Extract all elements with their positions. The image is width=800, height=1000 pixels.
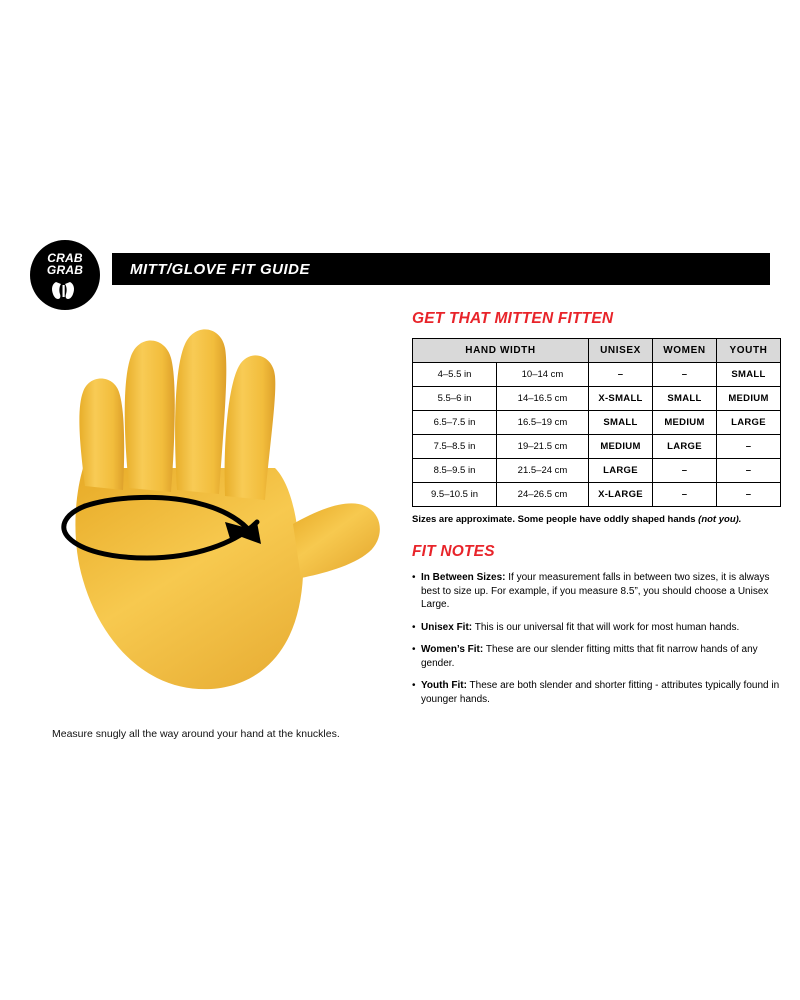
cell-women: MEDIUM xyxy=(653,411,717,435)
bullet-icon: • xyxy=(412,644,416,655)
cell-unisex: – xyxy=(589,363,653,387)
cell-width-in: 9.5–10.5 in xyxy=(413,483,497,507)
cell-width-cm: 10–14 cm xyxy=(497,363,589,387)
hand-caption: Measure snugly all the way around your hand at the knuckles. xyxy=(52,728,340,740)
fit-note-title: Unisex Fit: xyxy=(421,621,473,633)
table-row xyxy=(413,411,781,435)
crab-claw-icon xyxy=(50,281,80,301)
column-header-unisex: UNISEX xyxy=(589,339,653,363)
cell-width-in: 5.5–6 in xyxy=(413,387,497,411)
cell-unisex: X-SMALL xyxy=(589,387,653,411)
fit-notes-section xyxy=(412,543,780,706)
table-row xyxy=(413,387,781,411)
fit-note-in-between-sizes xyxy=(412,571,780,612)
cell-women: SMALL xyxy=(653,387,717,411)
size-table xyxy=(412,338,781,507)
page-title: MITT/GLOVE FIT GUIDE xyxy=(130,261,310,278)
cell-width-in: 4–5.5 in xyxy=(413,363,497,387)
cell-women: – xyxy=(653,459,717,483)
fit-note-title: In Between Sizes: xyxy=(421,572,506,583)
crab-grab-logo xyxy=(30,240,100,310)
cell-unisex: LARGE xyxy=(589,459,653,483)
column-header-hand-width: HAND WIDTH xyxy=(413,339,589,363)
fit-note-text: These are our slender fitting mitts that fit narrow hands of any gender. xyxy=(421,644,758,669)
column-header-youth: YOUTH xyxy=(717,339,781,363)
fit-note-text: This is our universal fit that will work for most human hands. xyxy=(472,621,740,633)
hand-diagram xyxy=(25,300,395,720)
fit-note-title: Youth Fit: xyxy=(421,680,467,691)
cell-unisex: MEDIUM xyxy=(589,435,653,459)
bullet-icon: • xyxy=(412,621,416,633)
cell-width-cm: 16.5–19 cm xyxy=(497,411,589,435)
table-note-italic: (not you). xyxy=(698,514,742,525)
cell-youth: – xyxy=(717,483,781,507)
cell-youth: LARGE xyxy=(717,411,781,435)
finger-ring xyxy=(175,329,226,494)
cell-width-cm: 21.5–24 cm xyxy=(497,459,589,483)
cell-width-cm: 19–21.5 cm xyxy=(497,435,589,459)
title-bar xyxy=(112,253,770,285)
column-header-women: WOMEN xyxy=(653,339,717,363)
cell-unisex: X-LARGE xyxy=(589,483,653,507)
fit-note-unisex-fit xyxy=(412,621,780,635)
cell-width-cm: 14–16.5 cm xyxy=(497,387,589,411)
table-row xyxy=(413,363,781,387)
table-note xyxy=(412,514,780,525)
cell-women: – xyxy=(653,483,717,507)
fit-notes-heading: FIT NOTES xyxy=(412,543,495,560)
cell-unisex: SMALL xyxy=(589,411,653,435)
thumb-shape xyxy=(293,503,380,578)
fit-note-title: Women’s Fit: xyxy=(421,644,484,655)
table-row xyxy=(413,435,781,459)
cell-women: LARGE xyxy=(653,435,717,459)
cell-width-cm: 24–26.5 cm xyxy=(497,483,589,507)
cell-youth: – xyxy=(717,435,781,459)
page-header xyxy=(30,240,770,298)
logo-line-1: CRAB xyxy=(47,251,83,265)
finger-middle xyxy=(125,340,175,492)
cell-youth: SMALL xyxy=(717,363,781,387)
bullet-icon: • xyxy=(412,680,416,691)
fit-note-text: These are both slender and shorter fitting - attributes typically found in younger hands. xyxy=(421,680,780,705)
fit-note-womens-fit xyxy=(412,643,780,670)
cell-youth: MEDIUM xyxy=(717,387,781,411)
table-header-row xyxy=(413,339,781,363)
cell-width-in: 6.5–7.5 in xyxy=(413,411,497,435)
logo-line-2: GRAB xyxy=(46,263,84,277)
table-note-main: Sizes are approximate. Some people have oddly shaped hands xyxy=(412,514,699,525)
fit-note-youth-fit xyxy=(412,679,780,706)
table-row xyxy=(413,459,781,483)
cell-width-in: 8.5–9.5 in xyxy=(413,459,497,483)
logo-wordmark xyxy=(30,252,100,276)
cell-width-in: 7.5–8.5 in xyxy=(413,435,497,459)
cell-women: – xyxy=(653,363,717,387)
size-table-heading: GET THAT MITTEN FITTEN xyxy=(412,310,614,327)
finger-index xyxy=(79,379,124,491)
cell-youth: – xyxy=(717,459,781,483)
fit-note-text: If your measurement falls in between two sizes, it is always best to size up. For example, if you measure 8.5”, you should choose a Unisex Large. xyxy=(421,572,770,610)
table-row xyxy=(413,483,781,507)
right-column xyxy=(412,310,780,715)
hand-illustration-panel xyxy=(25,300,395,760)
bullet-icon: • xyxy=(412,572,416,583)
